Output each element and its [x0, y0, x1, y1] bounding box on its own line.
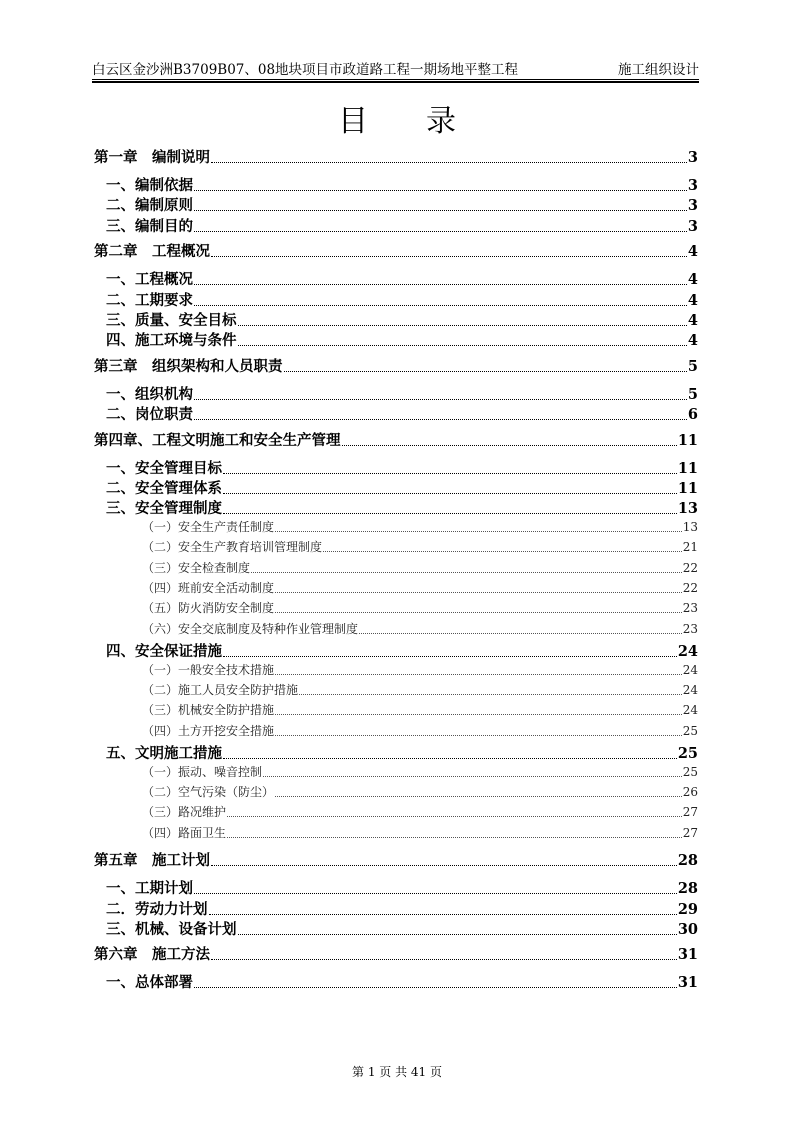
- toc-leader-dots: [194, 398, 687, 400]
- toc-entry-label: 一、工期计划: [106, 880, 193, 898]
- toc-leader-dots: [238, 344, 687, 346]
- toc-entry-page: 27: [682, 825, 698, 840]
- toc-leader-dots: [323, 550, 682, 552]
- toc-entry[interactable]: [94, 477, 698, 498]
- toc-entry[interactable]: [94, 559, 698, 576]
- toc-entry-page: 27: [682, 805, 698, 820]
- toc-leader-dots: [275, 673, 682, 675]
- toc-entry-page: 22: [682, 560, 698, 575]
- toc-entry-label: 一、工程概况: [106, 271, 193, 289]
- toc-entry-label: （二）施工人员安全防护措施: [142, 683, 299, 697]
- toc-leader-dots: [211, 255, 687, 257]
- toc-entry-label: 第五章 施工计划: [94, 852, 210, 870]
- toc-leader-dots: [194, 304, 687, 306]
- toc-entry[interactable]: [94, 215, 698, 236]
- toc-entry-label: 一、安全管理目标: [106, 459, 222, 477]
- toc-entry-page: 4: [687, 291, 698, 309]
- toc-entry[interactable]: [94, 268, 698, 289]
- toc-entry[interactable]: [94, 849, 698, 870]
- toc-leader-dots: [211, 864, 677, 866]
- toc-entry-page: 24: [682, 662, 698, 677]
- toc-leader-dots: [275, 795, 682, 797]
- toc-entry-page: 4: [687, 332, 698, 350]
- toc-entry-label: 第一章 编制说明: [94, 149, 210, 166]
- toc-entry-page: 24: [677, 643, 698, 661]
- toc-entry[interactable]: [94, 898, 698, 919]
- toc-leader-dots: [194, 418, 687, 420]
- toc-leader-dots: [275, 734, 682, 736]
- toc-entry[interactable]: [94, 943, 698, 964]
- toc-entry-page: 5: [687, 385, 698, 403]
- toc-entry[interactable]: [94, 783, 698, 800]
- toc-entry-label: （三）路况维护: [142, 805, 227, 820]
- toc-leader-dots: [211, 958, 677, 960]
- toc-leader-dots: [275, 713, 682, 715]
- toc-entry-label: 四、施工环境与条件: [106, 332, 237, 350]
- toc-leader-dots: [275, 530, 682, 532]
- toc-entry[interactable]: [94, 877, 698, 898]
- toc-entry-page: 25: [682, 723, 698, 738]
- toc-leader-dots: [223, 655, 677, 657]
- toc-entry[interactable]: [94, 824, 698, 841]
- toc-entry-label: （二）安全生产教育培训管理制度: [142, 540, 323, 555]
- toc-leader-dots: [359, 632, 682, 634]
- toc-entry-label: 四、安全保证措施: [106, 643, 222, 661]
- toc-entry-label: （一）振动、噪音控制: [142, 764, 263, 779]
- toc-entry-label: 三、安全管理制度: [106, 500, 222, 518]
- toc-entry-label: 第三章 组织架构和人员职责: [94, 357, 283, 375]
- toc-entry-label: 第二章 工程概况: [94, 243, 210, 261]
- toc-entry-page: 11: [677, 480, 698, 497]
- toc-entry-page: 29: [677, 900, 698, 918]
- toc-entry[interactable]: [94, 518, 698, 535]
- toc-entry-label: （一）安全生产责任制度: [142, 519, 275, 534]
- toc-entry[interactable]: [94, 174, 698, 195]
- toc-entry[interactable]: [94, 146, 698, 167]
- toc-entry-label: 第四章、工程文明施工和安全生产管理: [94, 431, 341, 449]
- toc-entry-label: （四）班前安全活动制度: [142, 581, 275, 595]
- toc-leader-dots: [211, 161, 687, 163]
- toc-entry-page: 24: [682, 683, 698, 697]
- toc-entry-page: 13: [682, 519, 698, 534]
- toc-entry-label: （四）路面卫生: [142, 825, 227, 840]
- toc-entry-label: （四）土方开挖安全措施: [142, 723, 275, 738]
- toc-entry-page: 3: [687, 177, 698, 194]
- toc-entry-label: 三、质量、安全目标: [106, 312, 237, 329]
- toc-leader-dots: [275, 611, 682, 613]
- toc-entry[interactable]: [94, 763, 698, 780]
- toc-entry[interactable]: [94, 429, 698, 450]
- toc-entry-label: 一、编制依据: [106, 177, 193, 194]
- toc-entry-page: 3: [687, 217, 698, 235]
- toc-leader-dots: [223, 472, 677, 474]
- toc-entry[interactable]: [94, 803, 698, 820]
- toc-entry-label: 第六章 施工方法: [94, 946, 210, 964]
- toc-entry-page: 28: [677, 852, 698, 870]
- toc-entry-label: 三、机械、设备计划: [106, 921, 237, 938]
- toc-entry[interactable]: [94, 194, 698, 215]
- toc-entry-page: 28: [677, 880, 698, 898]
- toc-entry[interactable]: [94, 599, 698, 616]
- toc-leader-dots: [223, 757, 677, 759]
- toc-entry[interactable]: [94, 403, 698, 424]
- toc-entry-page: 13: [677, 500, 698, 518]
- toc-entry-page: 4: [687, 312, 698, 329]
- toc-leader-dots: [342, 444, 677, 446]
- toc-entry-label: 一、组织机构: [106, 385, 193, 403]
- toc-leader-dots: [263, 775, 682, 777]
- toc-entry-page: 22: [682, 581, 698, 595]
- toc-entry[interactable]: [94, 742, 698, 763]
- toc-leader-dots: [251, 571, 682, 573]
- toc-entry-label: （五）防火消防安全制度: [142, 601, 275, 616]
- toc-leader-dots: [238, 933, 677, 935]
- toc-entry[interactable]: [94, 383, 698, 404]
- toc-entry-page: 6: [687, 406, 698, 424]
- toc-entry-page: 31: [677, 946, 698, 964]
- toc-leader-dots: [238, 324, 687, 326]
- toc-entry-page: 25: [682, 764, 698, 779]
- toc-entry-page: 31: [677, 974, 698, 992]
- toc-entry-label: （二）空气污染（防尘）: [142, 785, 275, 799]
- toc-entry-page: 11: [677, 459, 698, 477]
- toc-leader-dots: [209, 913, 677, 915]
- toc-leader-dots: [194, 230, 687, 232]
- toc-entry-page: 4: [687, 243, 698, 261]
- toc-leader-dots: [194, 892, 677, 894]
- toc-entry[interactable]: [94, 579, 698, 596]
- toc-leader-dots: [223, 492, 677, 494]
- toc-leader-dots: [227, 815, 682, 817]
- toc-entry-label: （三）安全检查制度: [142, 560, 251, 575]
- toc-leader-dots: [223, 512, 677, 514]
- toc-entry-label: （一）一般安全技术措施: [142, 662, 275, 677]
- toc-leader-dots: [299, 693, 682, 695]
- toc-entry-page: 5: [687, 357, 698, 375]
- toc-leader-dots: [275, 591, 682, 593]
- toc-entry[interactable]: [94, 722, 698, 739]
- toc-entry[interactable]: [94, 538, 698, 555]
- toc-entry-page: 24: [682, 703, 698, 718]
- toc-entry-label: 二、岗位职责: [106, 406, 193, 424]
- toc-entry-label: （三）机械安全防护措施: [142, 703, 275, 718]
- toc-entry[interactable]: [94, 457, 698, 478]
- page-header: [92, 57, 699, 80]
- toc-entry-label: 二、工期要求: [106, 291, 193, 309]
- toc-entry-page: 3: [687, 149, 698, 166]
- toc-entry-label: 一、总体部署: [106, 974, 193, 992]
- toc-leader-dots: [194, 986, 677, 988]
- toc-entry[interactable]: [94, 971, 698, 992]
- toc-entry[interactable]: [94, 329, 698, 350]
- toc-leader-dots: [227, 836, 682, 838]
- toc-entry-label: 三、编制目的: [106, 217, 193, 235]
- toc-entry-page: 3: [687, 197, 698, 215]
- toc-leader-dots: [194, 189, 687, 191]
- toc-entry-page: 21: [682, 540, 698, 555]
- toc-entry[interactable]: [94, 497, 698, 518]
- toc-entry-page: 25: [677, 745, 698, 763]
- toc-entry-page: 23: [682, 601, 698, 616]
- toc-entry[interactable]: [94, 620, 698, 637]
- toc-entry-label: 五、文明施工措施: [106, 745, 222, 763]
- header-doc-type: 施工组织设计: [618, 62, 699, 78]
- toc-entry[interactable]: [94, 701, 698, 718]
- toc-entry[interactable]: [94, 240, 698, 261]
- page-title: 目录: [338, 104, 514, 139]
- toc-entry-page: 11: [677, 431, 698, 449]
- toc-leader-dots: [284, 370, 687, 372]
- toc-entry[interactable]: [94, 661, 698, 678]
- toc-entry-page: 23: [682, 621, 698, 636]
- toc-entry-label: 二、编制原则: [106, 197, 193, 215]
- toc-entry-page: 30: [677, 921, 698, 938]
- toc-entry-label: （六）安全交底制度及特种作业管理制度: [142, 621, 359, 636]
- toc-entry-page: 26: [682, 785, 698, 799]
- toc-entry[interactable]: [94, 640, 698, 661]
- toc-entry-label: 二．劳动力计划: [106, 900, 208, 918]
- toc-entry[interactable]: [94, 289, 698, 310]
- toc-entry[interactable]: [94, 309, 698, 330]
- toc-leader-dots: [194, 209, 687, 211]
- toc-entry[interactable]: [94, 355, 698, 376]
- toc-entry[interactable]: [94, 918, 698, 939]
- toc-entry-label: 二、安全管理体系: [106, 480, 222, 497]
- toc-leader-dots: [194, 283, 687, 285]
- toc-entry[interactable]: [94, 681, 698, 698]
- toc-entry-page: 4: [687, 271, 698, 289]
- page-footer: 第 1 页 共 41 页: [352, 1065, 442, 1079]
- header-project-title: 白云区金沙洲B3709B07、08地块项目市政道路工程一期场地平整工程: [92, 62, 519, 78]
